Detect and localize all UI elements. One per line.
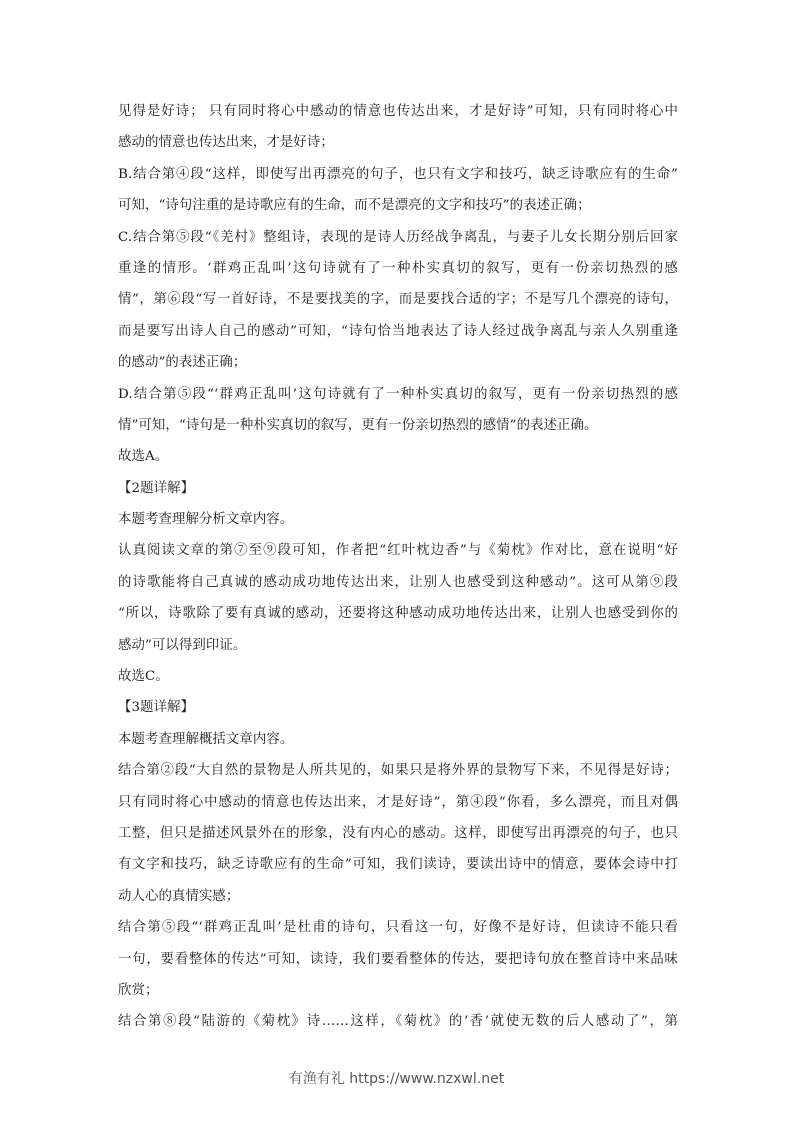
text-line: 工整，但只是描述风景外在的形象，没有内心的感动。这样，即使写出再漂亮的句子，也只 bbox=[118, 825, 678, 841]
text-line: 感动的情意也传达出来，才是好诗； bbox=[118, 135, 334, 151]
text-line: “所以，诗歌除了要有真诚的感动，还要将这种感动成功地传达出来，让别人也感受到你的 bbox=[118, 606, 678, 622]
text-line: 可知，“诗句注重的是诗歌应有的生命，而不是漂亮的文字和技巧”的表述正确； bbox=[118, 198, 591, 214]
text-line: 结合第⑧段“陆游的《菊枕》诗……这样，《菊枕》的‘香’就使无数的后人感动了”，第 bbox=[118, 1014, 678, 1030]
text-line: C.结合第⑤段“《羌村》整组诗，表现的是诗人历经战争离乱，与妻子儿女长期分别后回家 bbox=[118, 229, 678, 245]
text-line: 一句，要看整体的传达”可知，读诗，我们要看整体的传达，要把诗句放在整首诗中来品味 bbox=[118, 951, 678, 967]
text-line: 动人心的真情实感； bbox=[118, 888, 240, 904]
text-line: 本题考查理解概括文章内容。 bbox=[118, 731, 294, 747]
text-line: 情”，第⑥段“写一首好诗，不是要找美的字，而是要找合适的字；不是写几个漂亮的诗句， bbox=[118, 292, 678, 308]
text-line: 结合第⑤段“‘群鸡正乱叫’是杜甫的诗句，只看这一句，好像不是好诗，但读诗不能只看 bbox=[118, 920, 678, 936]
text-line: 故选A。 bbox=[118, 449, 169, 465]
text-line: 故选C。 bbox=[118, 669, 169, 685]
text-line: 感动”可以得到印证。 bbox=[118, 637, 247, 653]
text-line: 结合第②段“大自然的景物是人所共见的，如果只是将外界的景物写下来，不见得是好诗； bbox=[118, 763, 678, 779]
footer-watermark: 有渔有礼 https://www.nzxwl.net bbox=[288, 1071, 505, 1087]
text-line: 重逢的情形。‘群鸡正乱叫’这句诗就有了一种朴实真切的叙写，更有一份亲切热烈的感 bbox=[118, 260, 678, 276]
text-line: 有文字和技巧，缺乏诗歌应有的生命”可知，我们读诗，要读出诗中的情意，要体会诗中打 bbox=[118, 857, 678, 873]
text-line: D.结合第⑤段“‘群鸡正乱叫’这句诗就有了一种朴实真切的叙写，更有一份亲切热烈的感 bbox=[118, 386, 678, 402]
text-line: B.结合第④段“这样，即使写出再漂亮的句子，也只有文字和技巧，缺乏诗歌应有的生命” bbox=[118, 166, 678, 182]
text-line: 的感动”的表述正确； bbox=[118, 355, 247, 371]
text-line: 情”可知，“诗句是一种朴实真切的叙写，更有一份亲切热烈的感情”的表述正确。 bbox=[118, 417, 598, 433]
text-line: 只有同时将心中感动的情意也传达出来，才是好诗”，第④段“你看，多么漂亮，而且对偶 bbox=[118, 794, 678, 810]
answer-explanation-body bbox=[118, 101, 678, 1043]
text-line: 本题考查理解分析文章内容。 bbox=[118, 512, 294, 528]
text-line: 的诗歌能将自己真诚的感动成功地传达出来，让别人也感受到这种感动”。这可从第⑨段 bbox=[118, 574, 678, 590]
text-line: 【2题详解】 bbox=[118, 480, 195, 496]
text-line: 而是要写出诗人自己的感动”可知，“诗句恰当地表达了诗人经过战争离乱与亲人久别重逢 bbox=[118, 323, 678, 339]
text-line: 见得是好诗； 只有同时将心中感动的情意也传达出来，才是好诗”可知，只有同时将心中 bbox=[118, 104, 678, 119]
text-line: 欣赏； bbox=[118, 982, 159, 998]
text-line: 【3题详解】 bbox=[118, 700, 195, 716]
text-line: 认真阅读文章的第⑦至⑨段可知，作者把“红叶枕边香”与《菊枕》作对比，意在说明“好 bbox=[118, 543, 678, 559]
